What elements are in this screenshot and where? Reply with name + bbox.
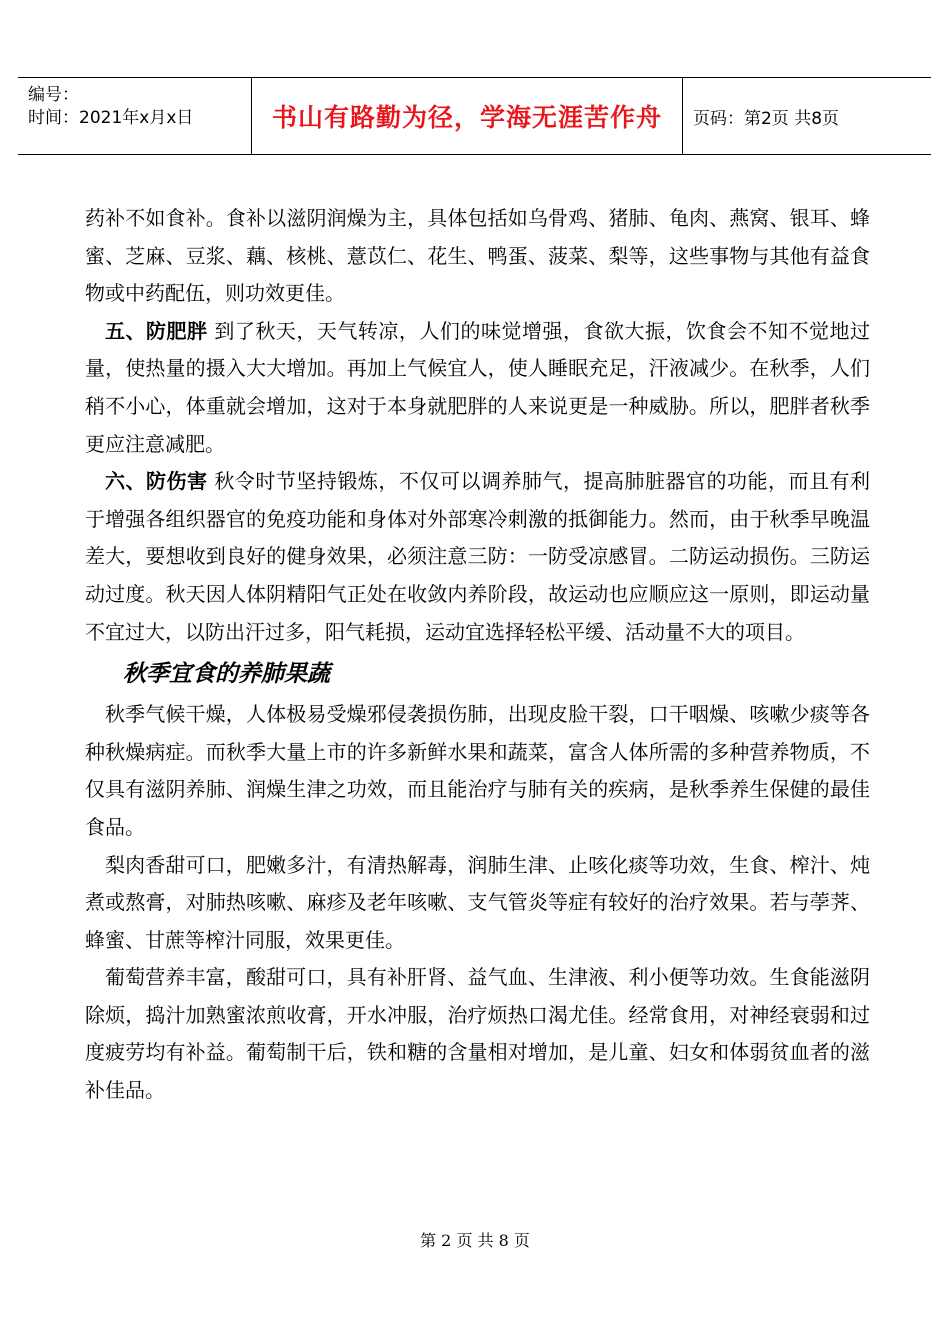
document-body [85, 200, 870, 1110]
page-footer: 第 2 页 共 8 页 [420, 1231, 530, 1250]
header-page-label: 页码：第2页 共8页 [693, 108, 840, 129]
paragraph-pear: 梨肉香甜可口，肥嫩多汁，有清热解毒，润肺生津、止咳化痰等功效，生食、榨汁、炖煮或熬膏，对肺热咳嗽、麻疹及老年咳嗽、支气管炎等症有较好的治疗效果。若与荸荠、蜂蜜、甘蔗等榨汁同服，效果更佳。 [85, 852, 870, 952]
paragraph-prevent-injury [85, 463, 870, 651]
paragraph-autumn-climate: 秋季气候干燥，人体极易受燥邪侵袭损伤肺，出现皮脸干裂，口干咽燥、咳嗽少痰等各种秋燥病症。而秋季大量上市的许多新鲜水果和蔬菜，富含人体所需的多种营养物质，不仅具有滋阴养肺、润燥生津之功效，而且能治疗与肺有关的疾病，是秋季养生保健的最佳食品。 [85, 702, 870, 839]
text-prevent-injury: 秋令时节坚持锻炼，不仅可以调养肺气，提高肺脏器官的功能，而且有利于增强各组织器官的免疫功能和身体对外部寒冷刺激的抵御能力。然而，由于秋季早晚温差大，要想收到良好的健身效果，必须注意三防：一防受凉感冒。二防运动损伤。三防运动过度。秋天因人体阴精阳气正处在收敛内养阶段，故运动也应顺应这一原则，即运动量不宜过大，以防出汗过多，阳气耗损，运动宜选择轻松平缓、活动量不大的项目。 [85, 469, 871, 644]
heading-prevent-injury: 六、防伤害 [105, 469, 208, 494]
paragraph-grape: 葡萄营养丰富，酸甜可口，具有补肝肾、益气血、生津液、利小便等功效。生食能滋阴除烦，捣汁加熟蜜浓煎收膏，开水冲服，治疗烦热口渴尤佳。经常食用，对神经衰弱和过度疲劳均有补益。葡萄制干后，铁和糖的含量相对增加，是儿童、妇女和体弱贫血者的滋补佳品。 [85, 965, 870, 1103]
heading-prevent-obesity: 五、防肥胖 [105, 318, 208, 343]
time-label: 时间：2021年x月x日 [28, 108, 194, 128]
document-header [18, 77, 931, 155]
text-prevent-obesity: 到了秋天，天气转凉，人们的味觉增强，食欲大振，饮食会不知不觉地过量，使热量的摄入大大增加。再加上气候宜人，使人睡眠充足，汗液减少。在秋季，人们稍不小心，体重就会增加，这对于本身就肥胖的人来说更是一种威胁。所以，肥胖者秋季更应注意减肥。 [85, 318, 871, 456]
number-label: 编号： [28, 85, 79, 105]
section-title: 秋季宜食的养肺果蔬 [123, 661, 330, 688]
header-meta [18, 78, 251, 154]
paragraph-food-tonic: 药补不如食补。食补以滋阴润燥为主，具体包括如乌骨鸡、猪肺、龟肉、燕窝、银耳、蜂蜜、芝麻、豆浆、藕、核桃、薏苡仁、花生、鸭蛋、菠菜、梨等，这些事物与其他有益食物或中药配伍，则功效更佳。 [85, 206, 870, 306]
paragraph-prevent-obesity [85, 313, 870, 463]
header-motto: 书山有路勤为径，学海无涯苦作舟 [251, 78, 683, 154]
